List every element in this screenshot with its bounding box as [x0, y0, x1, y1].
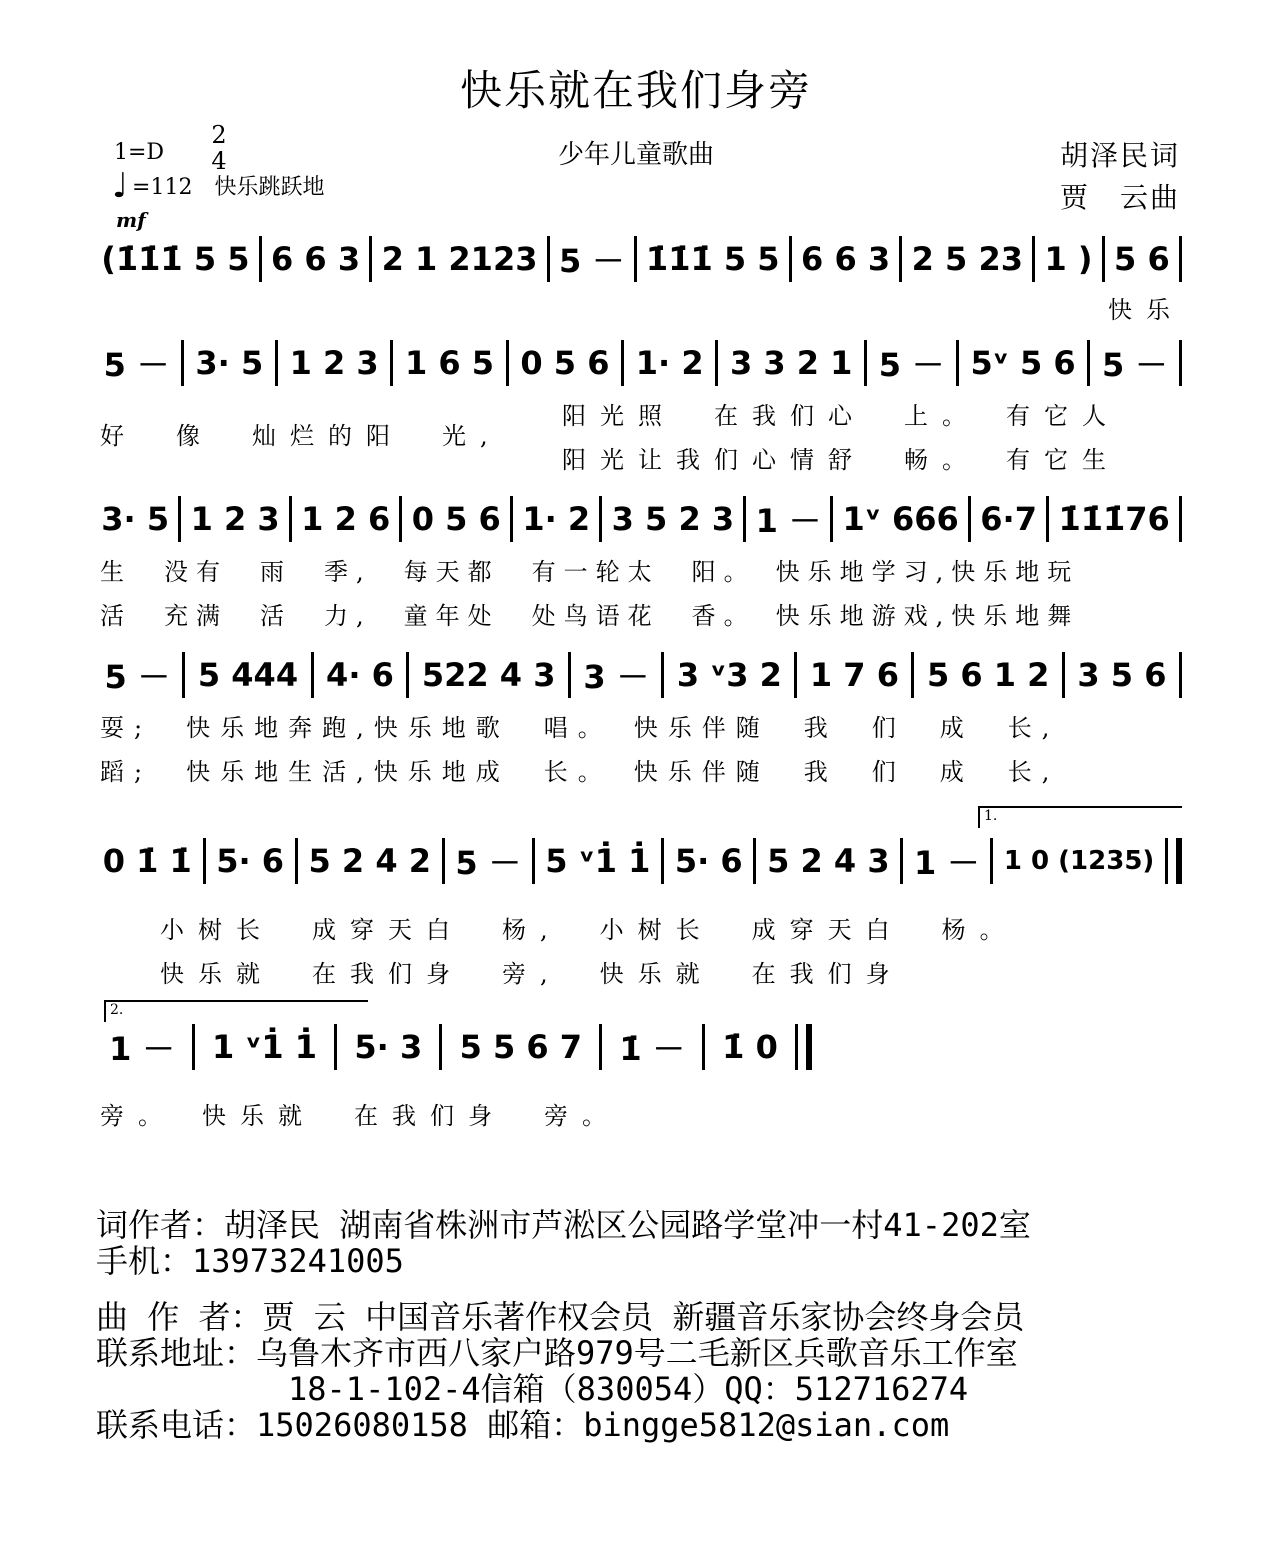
lyric-line: 阳光让我们心情舒 畅。 有它生 — [562, 446, 1120, 474]
lyric-line: 蹈; 快乐地生活,快乐地成 长。 快乐伴随 我 们 成 长, — [100, 758, 1060, 786]
measure: (1̇1̇1̇ 5 5 — [101, 240, 250, 278]
footer-composer-address: 联系地址：乌鲁木齐市西八家户路979号二毛新区兵歌音乐工作室 — [96, 1334, 1018, 1372]
measure: 1 ) — [1044, 240, 1093, 278]
lyric-line: 旁。 快乐就 在我们身 旁。 — [100, 1102, 620, 1130]
score-row-5: 0 1̇ 1̇ 5· 6 5 2 4 2 5 － 5 ᵛ1̇ 1̇ 5· 6 5 2 4 3 1 － 1 0 (1235) — [100, 838, 1190, 884]
measure: 6 6 3 — [271, 240, 361, 278]
measure: 5 6 — [1114, 240, 1170, 278]
lyric-line: 阳光照 在我们心 上。 有它人 — [562, 402, 1120, 430]
second-ending-bracket: 2. — [104, 1000, 368, 1022]
score-row-3: 3· 5 1 2 3 1 2 6 0 5 6 1· 2 3 5 2 3 1 － 1ᵛ 666 6·7 1̇1̇1̇76 — [100, 496, 1190, 542]
lyric-line: 小树长 成穿天白 杨, 小树长 成穿天白 杨。 — [160, 916, 1018, 944]
measure: 5 － — [558, 242, 625, 280]
footer-composer-info: 曲 作 者：贾 云 中国音乐著作权会员 新疆音乐家协会终身会员 — [96, 1298, 1025, 1336]
lyric-line: 好 像 灿烂的阳 光, — [100, 422, 502, 450]
score-row-2: 5 － 3· 5 1 2 3 1 6 5 0 5 6 1· 2 3 3 2 1 5 － 5ᵛ 5 6 5 － — [100, 340, 1190, 386]
lyric-line: 耍; 快乐地奔跑,快乐地歌 唱。 快乐伴随 我 们 成 长, — [100, 714, 1060, 742]
measure: 2 1 2123 — [381, 240, 538, 278]
footer-lyricist-address: 词作者：胡泽民 湖南省株洲市芦淞区公园路学堂冲一村41-202室 — [96, 1206, 1031, 1244]
tempo-marking — [112, 166, 325, 206]
measure: 6 6 3 — [801, 240, 891, 278]
score-row-4: 5 － 5 444 4· 6 522 4 3 3 － 3 ᵛ3 2 1 7 6 5 6 1 2 3 5 6 — [100, 652, 1190, 698]
lyric-line: 生 没有 雨 季, 每天都 有一轮太 阳。 快乐地学习,快乐地玩 — [100, 558, 1080, 586]
score-row-1 — [100, 236, 1190, 282]
lyricist-credit: 胡泽民词 — [1059, 139, 1180, 172]
composer-credit: 贾 云曲 — [1059, 181, 1180, 214]
time-numerator: 2 — [211, 121, 227, 149]
measure: 2 5 23 — [911, 240, 1023, 278]
time-denominator: 4 — [211, 147, 227, 175]
measure: 1̇1̇1̇ 5 5 — [645, 240, 780, 278]
footer-lyricist-phone: 手机：13973241005 — [96, 1242, 404, 1280]
song-title: 快乐就在我们身旁 — [459, 66, 812, 115]
lyric-line: 快乐 — [1108, 296, 1184, 324]
dynamic-marking: mf — [116, 208, 146, 232]
footer-contact: 联系电话：15026080158 邮箱：bingge5812@sian.com — [96, 1406, 950, 1444]
score-row-6: 1 － 1 ᵛ1̇ 1̇ 5· 3 5 5 6 7 1̇ － 1̇ 0 — [100, 1024, 820, 1070]
genre-label: 少年儿童歌曲 — [557, 140, 714, 170]
quarter-note-icon: ♩ — [112, 166, 129, 206]
first-ending-bracket: 1. — [978, 806, 1182, 828]
lyric-line: 活 充满 活 力, 童年处 处鸟语花 香。 快乐地游戏,快乐地舞 — [100, 602, 1080, 630]
lyric-line: 快乐就 在我们身 旁, 快乐就 在我们身 — [160, 960, 904, 988]
key-signature: 1=D — [114, 140, 165, 165]
footer-mailbox: 18-1-102-4信箱（830054）QQ：512716274 — [288, 1370, 969, 1408]
tempo-text: =112 快乐跳跃地 — [132, 175, 325, 200]
